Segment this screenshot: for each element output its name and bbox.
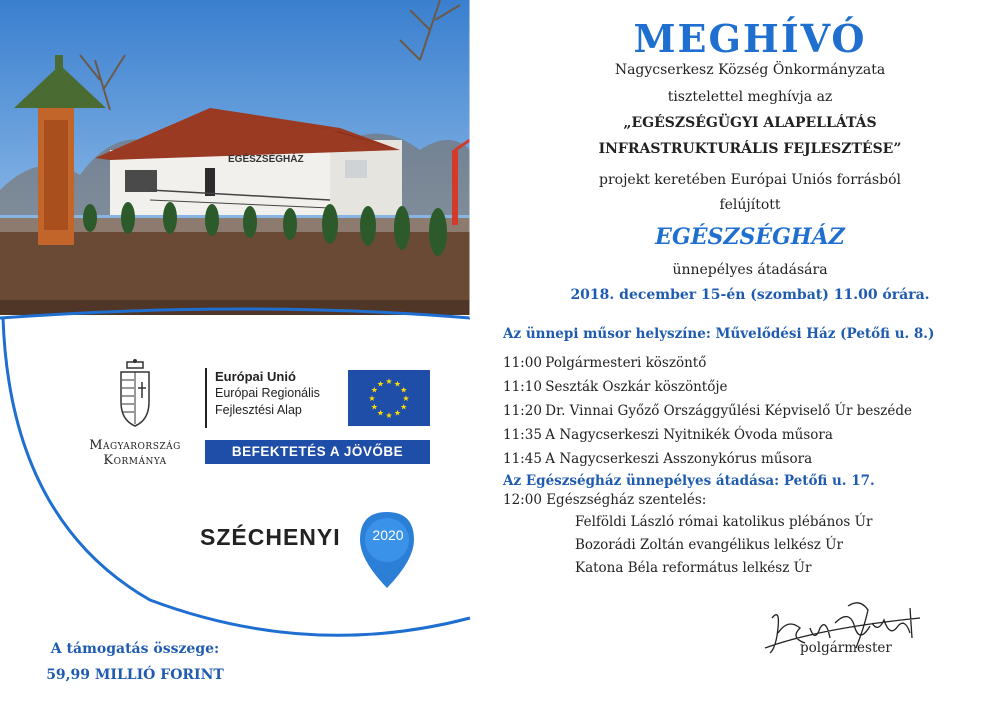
invitation-title: MEGHÍVÓ	[633, 16, 867, 61]
intro-line-1: Nagycserkesz Község Önkormányzata	[614, 62, 886, 78]
program-item	[503, 379, 728, 395]
project-title-line-1: „EGÉSZSÉGÜGYI ALAPELLÁTÁS	[623, 115, 877, 131]
program-time: 11:45	[503, 451, 542, 467]
program-item	[503, 403, 912, 419]
intro-line-3: projekt keretében Európai Uniós forrásból	[599, 172, 901, 188]
eu-star-icon: ★	[400, 402, 408, 412]
eu-star-icon: ★	[402, 394, 410, 403]
support-amount-block	[30, 636, 240, 688]
health-house-photo	[0, 0, 470, 315]
program-text: A Nagycserkeszi Nyitnikék Óvoda műsora	[545, 427, 833, 443]
eu-star-icon: ★	[400, 385, 408, 395]
consecration-item	[503, 492, 706, 508]
map-pin-icon	[358, 510, 416, 590]
eu-star-icon: ★	[393, 379, 402, 389]
eu-flag-icon	[348, 370, 430, 426]
eu-star-icon: ★	[385, 377, 393, 386]
szechenyi-year: 2020	[372, 527, 404, 543]
handover-venue: Az Egészségház ünnepélyes átadása: Petőfi u. 17.	[503, 473, 875, 489]
eu-star-icon: ★	[376, 379, 385, 389]
szechenyi-wordmark: SZÉCHENYI	[200, 524, 341, 550]
eu-star-icon: ★	[385, 411, 393, 420]
eu-line-3: Fejlesztési Alap	[215, 403, 302, 417]
intro-line-2: tisztelettel meghívja az	[667, 89, 833, 105]
hungarian-government-logo	[80, 358, 190, 468]
eu-slogan: BEFEKTETÉS A JÖVŐBE	[205, 440, 430, 464]
support-label: A támogatás összege:	[50, 641, 220, 657]
eu-star-icon: ★	[370, 385, 378, 395]
program-item	[503, 427, 833, 443]
program-item	[503, 451, 812, 467]
program-time: 11:35	[503, 427, 542, 443]
gov-line-1: Magyarország	[89, 438, 181, 453]
program-text: Dr. Vinnai Győző Országgyűlési Képviselő Úr beszéde	[545, 403, 913, 419]
program-time: 11:10	[503, 379, 542, 395]
consecration-time: 12:00	[503, 492, 542, 508]
eu-star-icon: ★	[370, 402, 378, 412]
intro-line-5: ünnepélyes átadására	[672, 262, 828, 278]
eu-line-2: Európai Regionális	[215, 386, 320, 400]
eu-star-icon: ★	[368, 394, 376, 403]
project-title-line-2: INFRASTRUKTURÁLIS FEJLESZTÉSE”	[598, 141, 902, 157]
program-text: Seszták Oszkár köszöntője	[545, 379, 728, 395]
eu-star-icon: ★	[376, 408, 385, 418]
eu-text-block	[205, 368, 320, 428]
building-name: EGÉSZSÉGHÁZ	[655, 224, 845, 250]
consecration-text: Egészségház szentelés:	[546, 492, 707, 508]
building-sign: EGÉSZSÉGHÁZ	[228, 154, 304, 165]
event-date: 2018. december 15-én (szombat) 11.00 órára.	[570, 287, 930, 303]
program-item	[503, 355, 706, 371]
program-text: A Nagycserkeszi Asszonykórus műsora	[545, 451, 813, 467]
program-time: 11:00	[503, 355, 542, 371]
clergy-item: Felföldi László római katolikus plébános Úr	[575, 514, 873, 530]
program-text: Polgármesteri köszöntő	[545, 355, 707, 371]
clergy-item: Katona Béla református lelkész Úr	[575, 560, 812, 576]
gov-line-2: Kormánya	[103, 453, 167, 468]
handwritten-signature	[760, 598, 930, 668]
coat-of-arms-icon	[115, 358, 155, 428]
eu-line-1: Európai Unió	[215, 369, 296, 384]
program-venue: Az ünnepi műsor helyszíne: Művelődési Ház (Petőfi u. 8.)	[503, 326, 935, 342]
clergy-item: Bozorádi Zoltán evangélikus lelkész Úr	[575, 537, 844, 553]
support-amount: 59,99 MILLIÓ FORINT	[46, 667, 224, 683]
eu-star-icon: ★	[393, 408, 402, 418]
signature-role: polgármester	[800, 640, 892, 656]
szechenyi-2020-logo	[200, 508, 430, 588]
program-time: 11:20	[503, 403, 542, 419]
intro-line-4: felújított	[719, 197, 781, 213]
